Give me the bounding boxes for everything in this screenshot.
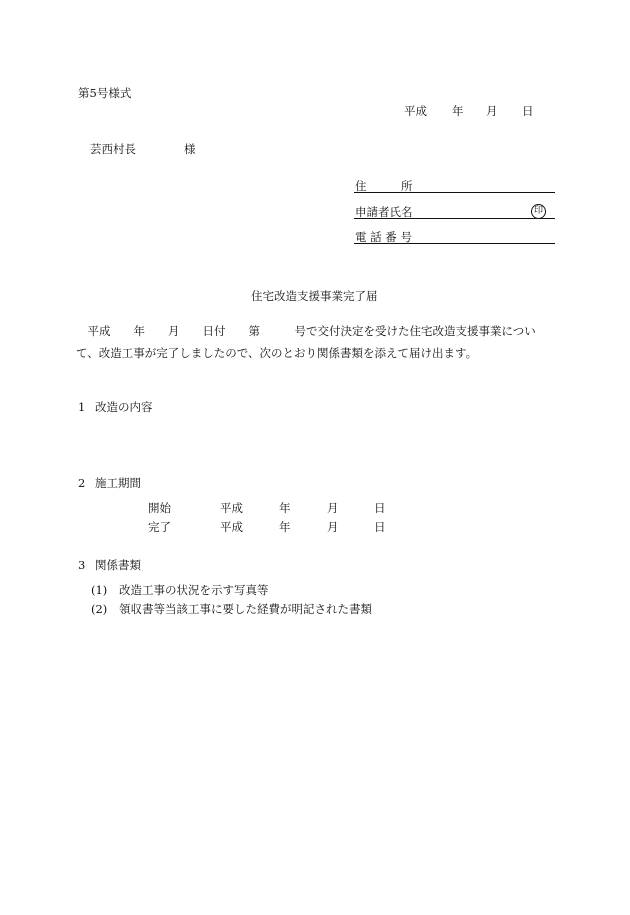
phone-label: 電 話 番 号 xyxy=(355,230,412,244)
list-marker: (1) xyxy=(91,583,108,597)
date-era: 平成 xyxy=(404,104,427,118)
period-label: 完了 xyxy=(148,520,171,534)
list-marker: (2) xyxy=(91,602,108,616)
section-3-title: 関係書類 xyxy=(95,558,141,572)
period-year: 年 xyxy=(279,501,291,515)
date-day: 日 xyxy=(522,104,534,118)
period-month: 月 xyxy=(327,501,339,515)
form-number: 第5号様式 xyxy=(78,86,132,100)
period-label: 開始 xyxy=(148,501,171,515)
section-1-number: 1 xyxy=(78,400,86,414)
applicant-name-line xyxy=(354,218,555,219)
list-item-text: 領収書等当該工事に要した経費が明記された書類 xyxy=(119,602,372,616)
address-line xyxy=(354,192,555,193)
addressee-name: 芸西村長 xyxy=(90,142,136,156)
section-2-number: 2 xyxy=(78,476,86,490)
address-label: 住 所 xyxy=(355,179,413,193)
phone-line xyxy=(354,243,555,244)
applicant-name-label: 申請者氏名 xyxy=(355,205,413,219)
period-year: 年 xyxy=(279,520,291,534)
period-day: 日 xyxy=(374,520,386,534)
date-year: 年 xyxy=(452,104,464,118)
seal-mark: 印 xyxy=(531,204,546,219)
period-month: 月 xyxy=(327,520,339,534)
addressee-honorific: 様 xyxy=(184,142,196,156)
period-era: 平成 xyxy=(220,501,243,515)
list-item-text: 改造工事の状況を示す写真等 xyxy=(119,583,269,597)
period-day: 日 xyxy=(374,501,386,515)
body-text-line1: 平成 年 月 日付 第 号で交付決定を受けた住宅改造支援事業につい xyxy=(76,324,536,338)
document-title: 住宅改造支援事業完了届 xyxy=(251,289,378,303)
period-era: 平成 xyxy=(220,520,243,534)
date-month: 月 xyxy=(486,104,498,118)
section-2-title: 施工期間 xyxy=(95,476,141,490)
section-3-number: 3 xyxy=(78,558,86,572)
body-text-line2: て、改造工事が完了しましたので、次のとおり関係書類を添えて届け出ます。 xyxy=(76,346,478,360)
section-1-title: 改造の内容 xyxy=(95,400,153,414)
